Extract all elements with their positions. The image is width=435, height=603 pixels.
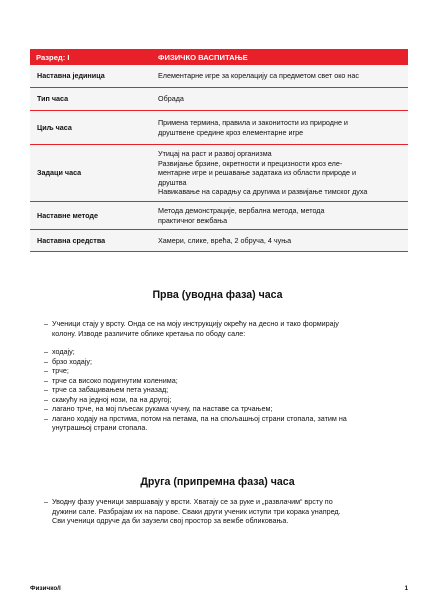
info-value: Хамери, слике, врећа, 2 обруча, 4 чуња (158, 235, 292, 245)
info-value: Примена термина, правила и законитости из природне и друштвене средине кроз елементарне игре (158, 117, 348, 137)
list-item: – скакућу на једној нози, па на другој; (44, 395, 408, 405)
page-number: 1 (404, 585, 408, 592)
info-value: Утицај на раст и развој организма Развијање брзине, окретности и прецизности кроз еле- ментарне игре и решавање задатака из области природе и друштва Навикавање на сарадњу са другима и развијање тимског духа (158, 149, 368, 197)
grade-label: Разред: I (36, 52, 70, 62)
info-row-type (30, 88, 408, 111)
info-value: Елементарне игре за корелацију са предметом свет око нас (158, 71, 359, 81)
list-item: – трче; (44, 366, 408, 376)
info-label: Наставна јединица (37, 71, 105, 81)
list-item: – ходају; (44, 347, 408, 357)
list-item: – лагано трче, на мој пљесак рукама чучну, па наставе са трчањем; (44, 404, 408, 414)
info-row-methods (30, 202, 408, 230)
intro-list (44, 319, 408, 433)
info-row-goal (30, 111, 408, 145)
list-item: – Ученици стају у врсту. Онда се на моју инструкцију окрећу на десно и тако формирају колону. Изводе различите облике кретања по ободу сале: (44, 319, 408, 338)
section-heading-preparatory: Друга (припремна фаза) часа (140, 476, 295, 488)
list-item: – трче са забацивањем пета уназад; (44, 385, 408, 395)
lesson-info-table (30, 65, 408, 252)
table-header-bar (30, 49, 408, 65)
preparatory-list (44, 497, 408, 526)
footer-label: Физичко/I (30, 585, 61, 592)
info-label: Наставне методе (37, 210, 98, 220)
info-label: Задаци часа (37, 168, 82, 178)
info-row-tasks (30, 145, 408, 202)
info-row-means (30, 230, 408, 252)
info-row-unit (30, 65, 408, 88)
subject-title: ФИЗИЧКО ВАСПИТАЊЕ (158, 52, 248, 62)
info-label: Циљ часа (37, 122, 72, 132)
page-footer (30, 585, 408, 592)
list-item: – лагано ходају на прстима, потом на петама, па на спољашњој страни стопала, затим на унутрашњој страни стопала. (44, 414, 408, 433)
list-item: – брзо ходају; (44, 357, 408, 367)
info-value: Метода демонстрације, вербална метода, метода практичног вежбања (158, 205, 325, 225)
info-value: Обрада (158, 94, 184, 104)
list-item: – трче са високо подигнутим коленима; (44, 376, 408, 386)
info-label: Тип часа (37, 94, 69, 104)
section-heading-intro: Прва (уводна фаза) часа (152, 289, 283, 301)
info-label: Наставна средства (37, 235, 106, 245)
list-item: – Уводну фазу ученици завршавају у врсти. Хватају се за руке и „развлачим“ врсту по дужини сале. Разбрајам их на парове. Сваки други ученик иступи три корака унапред. Сви ученици одруче да би заузели свој простор за вежбе обликовања. (44, 497, 408, 526)
